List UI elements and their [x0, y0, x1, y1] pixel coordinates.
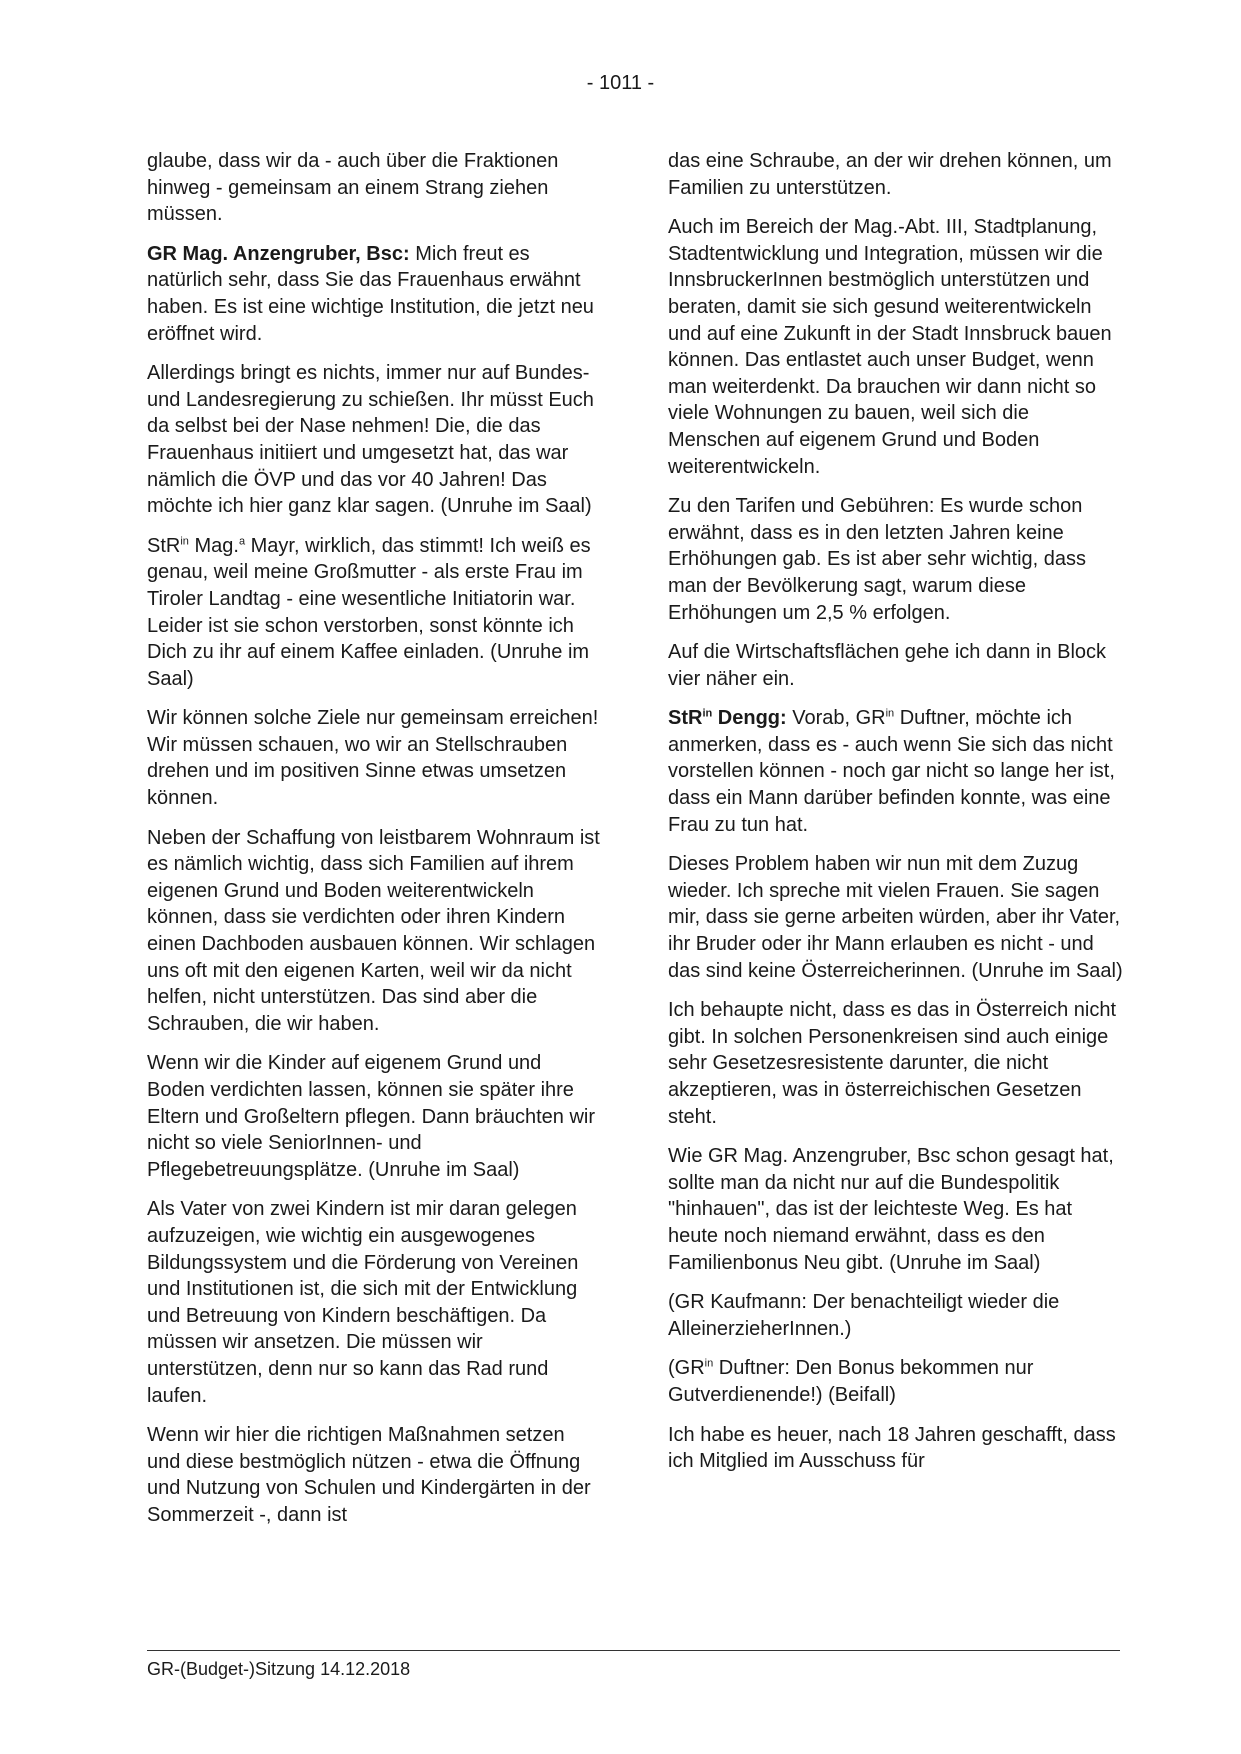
- paragraph-text: (GR: [668, 1357, 705, 1380]
- paragraph: Als Vater von zwei Kindern ist mir daran gelegen aufzuzeigen, wie wichtig ein ausgewogenes Bildungssystem und die Förderung von Vereinen und Institutionen ist, die sich mit der Entwicklung und Betreuung von Kindern beschäftigen. Da müssen wir ansetzen. Die müssen wir unterstützen, denn nur so kann das Rad rund laufen.: [147, 1198, 579, 1407]
- paragraph: Ich behaupte nicht, dass es das in Österreich nicht gibt. In solchen Personenkreisen sind auch einige sehr Gesetzesresistente darunter, die nicht akzeptieren, was in österreichischen Gesetzen steht.: [668, 999, 1117, 1128]
- footer-text: GR-(Budget-)Sitzung 14.12.2018: [147, 1659, 411, 1679]
- speaker-title: Mag.: [188, 534, 239, 557]
- left-column: [147, 148, 602, 1542]
- paragraph: Neben der Schaffung von leistbarem Wohnraum ist es nämlich wichtig, dass sich Familien auf ihrem eigenen Grund und Boden weiterentwickeln können, dass sie verdichten oder ihren Kindern einen Dachboden ausbauen können. Wir schlagen uns oft mit den eigenen Karten, weil wir da nicht helfen, nicht unterstützen. Das sind aber die Schrauben, die wir haben.: [147, 826, 600, 1035]
- paragraph: Ich habe es heuer, nach 18 Jahren geschafft, dass ich Mitglied im Ausschuss für: [668, 1423, 1116, 1473]
- speaker-name: StR$^{in}$ Dengg:: [668, 707, 787, 730]
- paragraph: Auch im Bereich der Mag.-Abt. III, Stadtplanung, Stadtentwicklung und Integration, müssen wir die InnsbruckerInnen bestmöglich unterstützen und beraten, damit sie sich gesund weiterentwickeln und auf eine Zukunft in der Stadt Innsbruck bauen können. Das entlastet auch unser Budget, wenn man weiterdenkt. Da brauchen wir dann nicht so viele Wohnungen zu bauen, weil sich die Menschen auf eigenem Grund und Boden weiterentwickeln.: [668, 216, 1112, 478]
- superscript: in: [702, 707, 713, 720]
- superscript: a: [238, 535, 246, 548]
- paragraph: Allerdings bringt es nichts, immer nur auf Bundes- und Landesregierung zu schießen. Ihr müsst Euch da selbst bei der Nase nehmen! Die, die das Frauenhaus initiiert und umgesetzt hat, das war nämlich die ÖVP und das vor 40 Jahren! Das möchte ich hier ganz klar sagen. (Unruhe im Saal): [147, 362, 594, 518]
- paragraph: [668, 1355, 1123, 1408]
- paragraph: Wie GR Mag. Anzengruber, Bsc schon gesagt hat, sollte man da nicht nur auf die Bundespolitik "hinhauen", das ist der leichteste Weg. Es hat heute noch niemand erwähnt, dass es den Familienbonus Neu gibt. (Unruhe im Saal): [668, 1145, 1114, 1274]
- superscript: in: [885, 707, 895, 720]
- paragraph: das eine Schraube, an der wir drehen können, um Familien zu unterstützen.: [668, 150, 1112, 199]
- paragraph-text: Vorab, GR: [786, 707, 886, 730]
- right-column: [668, 148, 1123, 1488]
- paragraph: [147, 241, 602, 347]
- paragraph: Dieses Problem haben wir nun mit dem Zuzug wieder. Ich spreche mit vielen Frauen. Sie sagen mir, dass sie gerne arbeiten würden, aber ihr Vater, ihr Bruder oder ihr Mann erlauben es nicht - und das sind keine Österreicherinnen. (Unruhe im Saal): [668, 853, 1123, 982]
- paragraph-text: Mayr, wirklich, das stimmt! Ich weiß es genau, weil meine Großmutter - als erste Frau im Tiroler Landtag - eine wesentliche Initiatorin war. Leider ist sie schon verstorben, sonst könnte ich Dich zu ihr auf einem Kaffee einladen. (Unruhe im Saal): [147, 534, 591, 690]
- paragraph-text: Duftner, möchte ich anmerken, dass es - auch wenn Sie sich das nicht vorstellen können - noch gar nicht so lange her ist, dass ein Mann darüber befinden konnte, was eine Frau zu tun hat.: [668, 707, 1115, 836]
- paragraph: [668, 705, 1123, 838]
- paragraph: Wenn wir hier die richtigen Maßnahmen setzen und diese bestmöglich nützen - etwa die Öffnung und Nutzung von Schulen und Kindergärten in der Sommerzeit -, dann ist: [147, 1424, 591, 1526]
- paragraph: Zu den Tarifen und Gebühren: Es wurde schon erwähnt, dass es in den letzten Jahren keine Erhöhungen gab. Es ist aber sehr wichtig, dass man der Bevölkerung sagt, warum diese Erhöhungen um 2,5 % erfolgen.: [668, 495, 1087, 624]
- paragraph: (GR Kaufmann: Der benachteiligt wieder die AlleinerzieherInnen.): [668, 1291, 1060, 1340]
- page-number: - 1011 -: [586, 72, 655, 94]
- footer-divider: [147, 1650, 1120, 1651]
- paragraph: glaube, dass wir da - auch über die Fraktionen hinweg - gemeinsam an einem Strang ziehen müssen.: [147, 150, 559, 226]
- paragraph: Wenn wir die Kinder auf eigenem Grund und Boden verdichten lassen, können sie später ihre Eltern und Großeltern pflegen. Dann bräuchten wir nicht so viele SeniorInnen- und Pflegebetreuungsplätze. (Unruhe im Saal): [147, 1052, 596, 1181]
- speaker-title: StR: [147, 534, 181, 557]
- superscript: in: [180, 535, 189, 548]
- paragraph-text: Duftner: Den Bonus bekommen nur Gutverdienende!) (Beifall): [668, 1357, 1034, 1406]
- paragraph: Auf die Wirtschaftsflächen gehe ich dann in Block vier näher ein.: [668, 641, 1107, 690]
- superscript: in: [704, 1357, 714, 1370]
- paragraph: Wir können solche Ziele nur gemeinsam erreichen! Wir müssen schauen, wo wir an Stellschrauben drehen und im positiven Sinne etwas umsetzen können.: [147, 707, 599, 810]
- paragraph: [147, 533, 602, 693]
- speaker-name: GR Mag. Anzengruber, Bsc:: [147, 242, 410, 265]
- paragraph-text: Mich freut es natürlich sehr, dass Sie das Frauenhaus erwähnt haben. Es ist eine wichtige Institution, die jetzt neu eröffnet wird.: [147, 242, 594, 345]
